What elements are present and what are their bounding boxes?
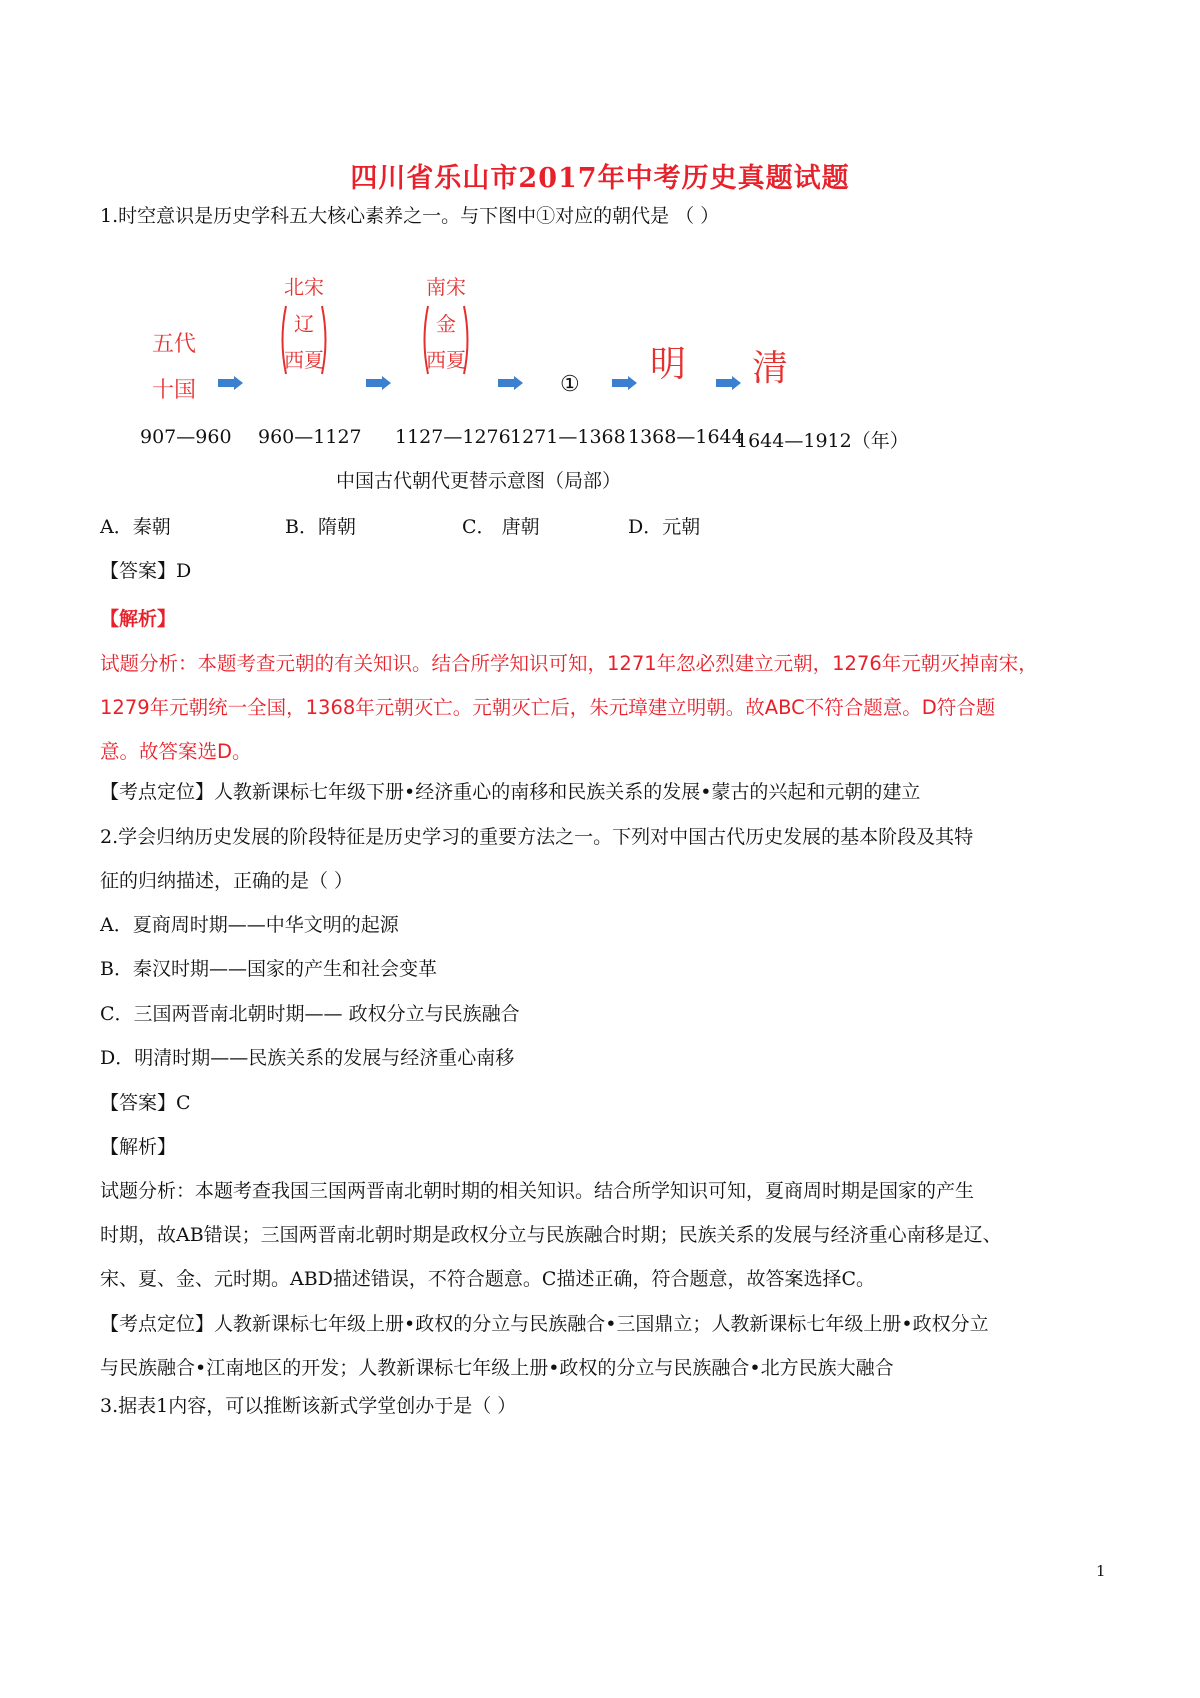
q1-point: 【考点定位】人教新课标七年级下册•经济重心的南移和民族关系的发展•蒙古的兴起和元朝的建立 xyxy=(100,781,921,803)
q2-question-line: 2.学会归纳历史发展的阶段特征是历史学习的重要方法之一。下列对中国古代历史发展的基本阶段及其特 xyxy=(100,826,974,848)
q2-option-a: A．夏商周时期——中华文明的起源 xyxy=(100,914,399,936)
node-line: 十国 xyxy=(152,378,197,403)
q2-analysis-label: 【解析】 xyxy=(100,1136,177,1158)
q2-point-line: 与民族融合•江南地区的开发；人教新课标七年级上册•政权的分立与民族融合•北方民族大融合 xyxy=(100,1357,894,1379)
q2-answer: 【答案】C xyxy=(100,1092,191,1114)
q3-question: 3.据表1内容，可以推断该新式学堂创办于是（ ） xyxy=(100,1395,517,1417)
node-line: 辽 xyxy=(294,312,314,336)
q2-option-b: B．秦汉时期——国家的产生和社会变革 xyxy=(100,958,437,980)
year-label: 1644—1912（年） xyxy=(736,430,909,452)
q1-option-d: D．元朝 xyxy=(628,516,701,538)
q1-question: 1.时空意识是历史学科五大核心素养之一。与下图中①对应的朝代是 （ ） xyxy=(100,205,720,227)
diagram-caption: 中国古代朝代更替示意图（局部） xyxy=(336,470,622,492)
node-line: 西夏 xyxy=(284,348,324,372)
q1-answer: 【答案】D xyxy=(100,560,192,582)
node-line: 北宋 xyxy=(284,275,324,299)
arrow-icon xyxy=(366,376,391,390)
q1-analysis-line: 试题分析：本题考查元朝的有关知识。结合所学知识可知，1271年忽必烈建立元朝，1276年元朝灭掉南宋， xyxy=(100,652,1038,675)
q1-analysis-line: 意。故答案选D。 xyxy=(100,740,252,763)
node-circled-one: ① xyxy=(560,372,580,397)
node-line: 五代 xyxy=(152,332,197,357)
q2-option-c: C．三国两晋南北朝时期—— 政权分立与民族融合 xyxy=(100,1003,520,1025)
q1-option-c: C． 唐朝 xyxy=(462,516,540,538)
node-qing: 清 xyxy=(752,348,789,389)
node-ming: 明 xyxy=(650,344,687,385)
arrow-icon xyxy=(612,376,637,390)
q2-point-line: 【考点定位】人教新课标七年级上册•政权的分立与民族融合•三国鼎立；人教新课标七年级上册•政权分立 xyxy=(100,1313,989,1335)
q2-question-line: 征的归纳描述，正确的是（ ） xyxy=(100,870,354,892)
page-title: 四川省乐山市2017年中考历史真题试题 xyxy=(350,163,850,194)
q1-option-a: A．秦朝 xyxy=(100,516,171,538)
q2-option-d: D．明清时期——民族关系的发展与经济重心南移 xyxy=(100,1047,515,1069)
node-nansong-jin-xixia xyxy=(418,268,474,388)
q2-analysis-line: 试题分析：本题考查我国三国两晋南北朝时期的相关知识。结合所学知识可知，夏商周时期是国家的产生 xyxy=(100,1180,975,1202)
q1-analysis-label: 【解析】 xyxy=(100,608,177,630)
q1-option-b: B．隋朝 xyxy=(285,516,356,538)
year-label: 1271—1368 xyxy=(510,426,626,448)
arrow-icon xyxy=(498,376,523,390)
node-line: 南宋 xyxy=(426,275,466,299)
arrow-icon xyxy=(716,376,741,390)
node-beisong-liao-xixia xyxy=(276,268,332,388)
q1-analysis-line: 1279年元朝统一全国，1368年元朝灭亡。元朝灭亡后，朱元璋建立明朝。故ABC不符合题意。D符合题 xyxy=(100,696,996,719)
node-wudai-shiguo xyxy=(152,322,196,414)
year-label: 1368—1644 xyxy=(628,426,744,448)
year-label: 1127—1276 xyxy=(395,426,511,448)
page-number: 1 xyxy=(1096,1562,1106,1580)
node-line: 金 xyxy=(436,312,456,336)
node-line: 西夏 xyxy=(426,348,466,372)
year-label: 960—1127 xyxy=(258,426,362,448)
arrow-icon xyxy=(218,376,243,390)
q2-analysis-line: 时期，故AB错误；三国两晋南北朝时期是政权分立与民族融合时期；民族关系的发展与经济重心南移是辽、 xyxy=(100,1224,1002,1246)
q2-analysis-line: 宋、夏、金、元时期。ABD描述错误，不符合题意。C描述正确，符合题意，故答案选择C。 xyxy=(100,1268,875,1290)
year-label: 907—960 xyxy=(140,426,232,448)
